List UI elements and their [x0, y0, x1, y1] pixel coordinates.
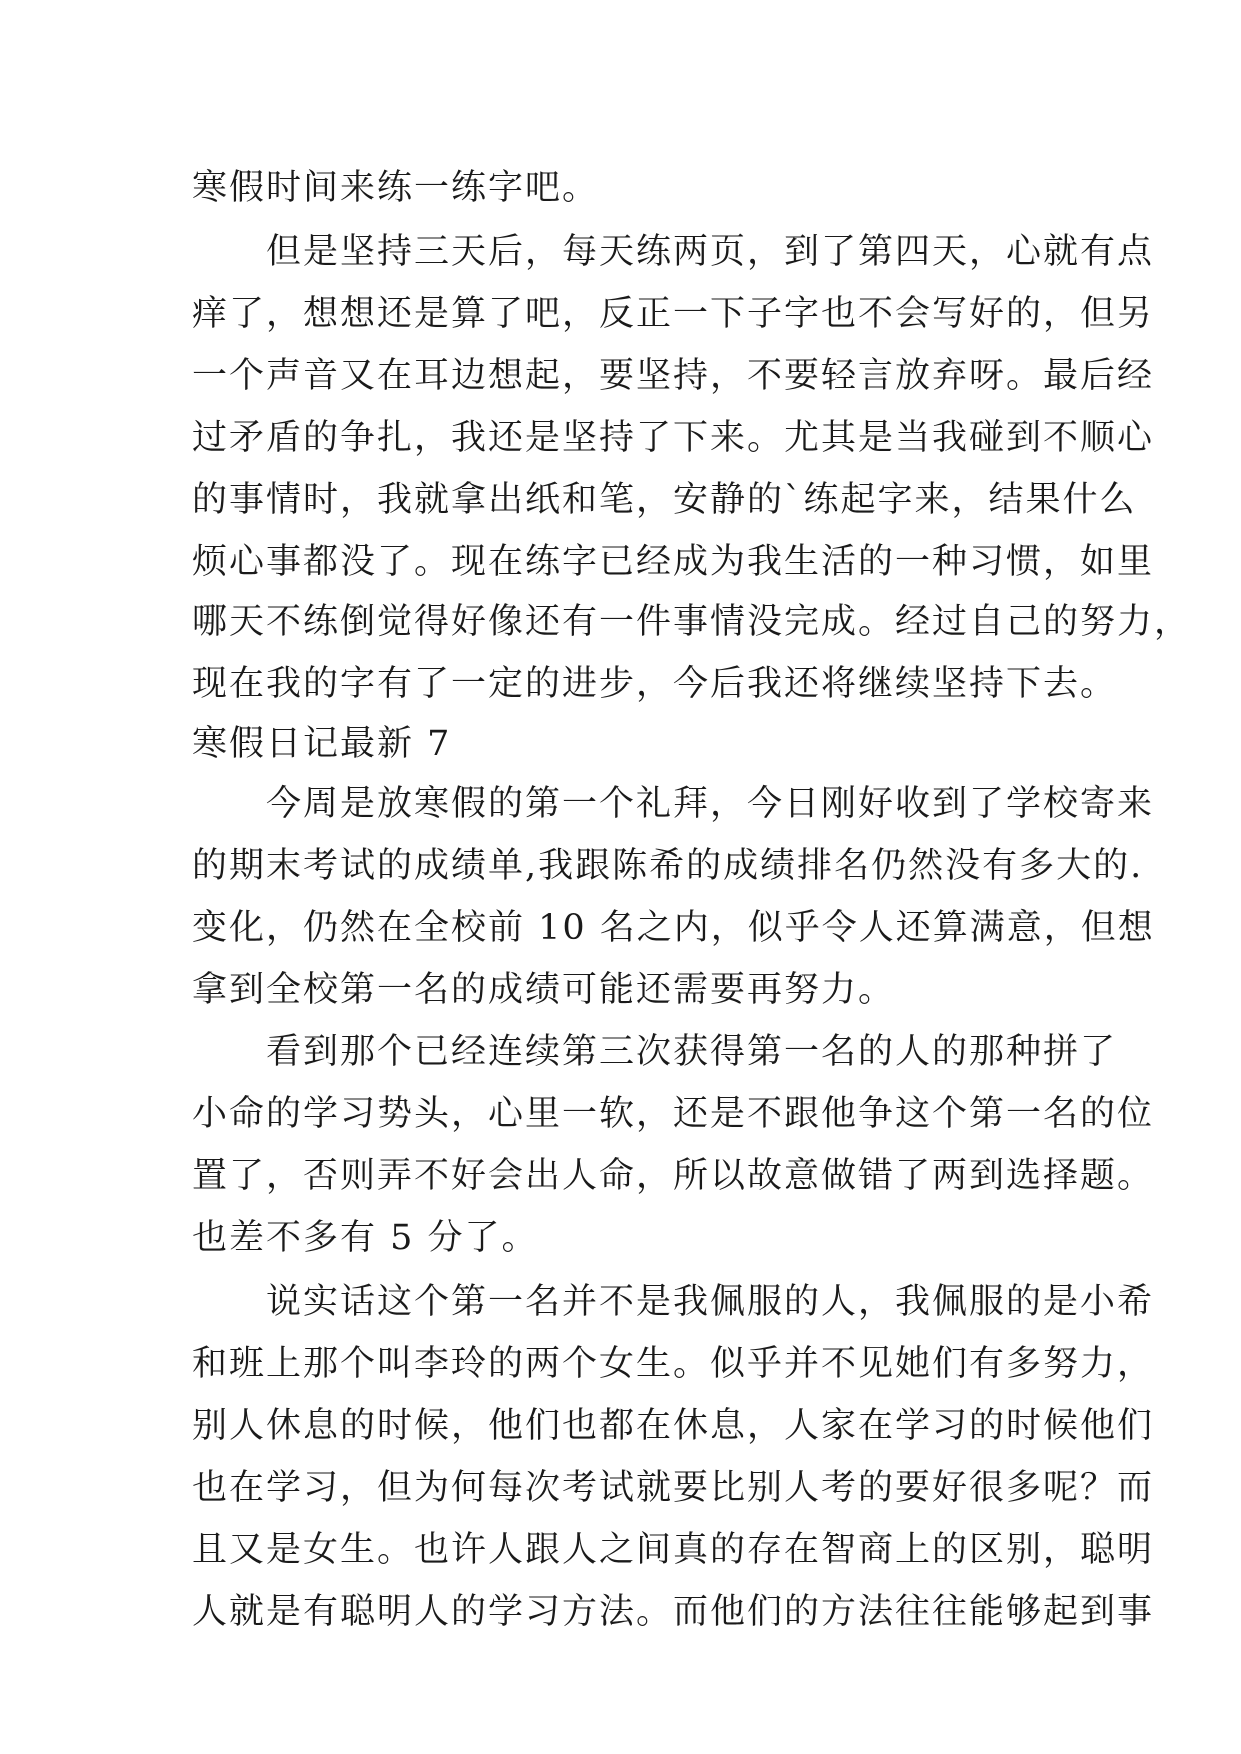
text-line: 小命的学习势头，心里一软，还是不跟他争这个第一名的位: [192, 1094, 1155, 1134]
text-line: 但是坚持三天后，每天练两页，到了第四天，心就有点: [192, 232, 1155, 272]
text-line: 也在学习，但为何每次考试就要比别人考的要好很多呢？而: [192, 1468, 1155, 1508]
text-line: 今周是放寒假的第一个礼拜，今日刚好收到了学校寄来: [192, 784, 1155, 824]
text-line: 一个声音又在耳边想起，要坚持，不要轻言放弃呀。最后经: [192, 356, 1155, 396]
text-line: 看到那个已经连续第三次获得第一名的人的那种拼了: [192, 1032, 1118, 1072]
text-line: 痒了，想想还是算了吧，反正一下子字也不会写好的，但另: [192, 294, 1155, 334]
text-line: 过矛盾的争扎，我还是坚持了下来。尤其是当我碰到不顺心: [192, 418, 1155, 458]
text-line: 置了，否则弄不好会出人命，所以故意做错了两到选择题。: [192, 1156, 1155, 1196]
text-line: 变化，仍然在全校前 10 名之内，似乎令人还算满意，但想: [192, 908, 1155, 948]
section-heading: 寒假日记最新 7: [192, 724, 452, 764]
text-line: 现在我的字有了一定的进步，今后我还将继续坚持下去。: [192, 664, 1118, 704]
text-line: 烦心事都没了。现在练字已经成为我生活的一种习惯，如里: [192, 542, 1155, 582]
text-line: 的事情时，我就拿出纸和笔，安静的`练起字来，结果什么: [192, 480, 1137, 520]
text-line: 拿到全校第一名的成绩可能还需要再努力。: [192, 970, 896, 1010]
text-line: 和班上那个叫李玲的两个女生。似乎并不见她们有多努力，: [192, 1344, 1155, 1384]
text-line: 的期末考试的成绩单,我跟陈希的成绩排名仍然没有多大的.: [192, 846, 1144, 886]
text-line: 别人休息的时候，他们也都在休息，人家在学习的时候他们: [192, 1406, 1155, 1446]
text-line: 也差不多有 5 分了。: [192, 1218, 539, 1258]
text-line: 寒假时间来练一练字吧。: [192, 168, 600, 208]
text-line: 哪天不练倒觉得好像还有一件事情没完成。经过自己的努力，: [192, 602, 1192, 642]
text-line: 人就是有聪明人的学习方法。而他们的方法往往能够起到事: [192, 1592, 1155, 1632]
text-line: 说实话这个第一名并不是我佩服的人，我佩服的是小希: [192, 1282, 1155, 1322]
text-line: 且又是女生。也许人跟人之间真的存在智商上的区别，聪明: [192, 1530, 1155, 1570]
